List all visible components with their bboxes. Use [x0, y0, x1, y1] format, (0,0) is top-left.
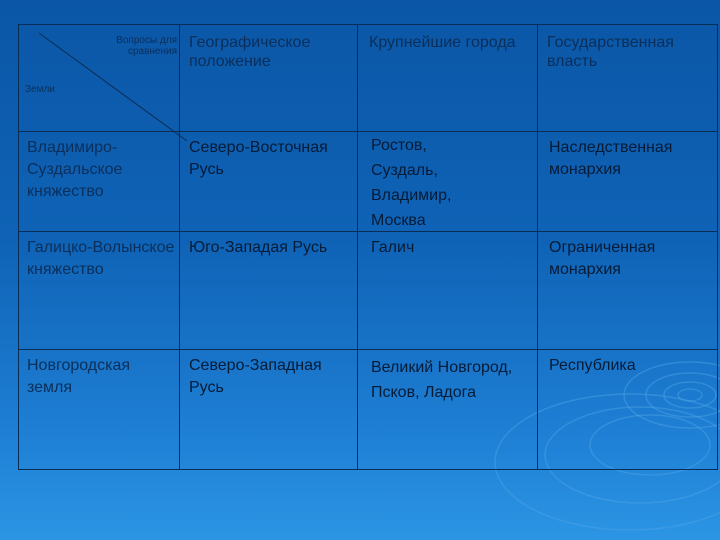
geo-northwest: Северо-Западная Русь	[189, 357, 322, 396]
cities-list	[371, 237, 531, 259]
city-item: Великий Новгород,	[371, 359, 513, 376]
row-divider	[19, 349, 717, 350]
land-galicia-volhynia: Галицко-Волынское княжество	[27, 239, 175, 278]
power-hereditary: Наследственная монархия	[549, 139, 673, 178]
cities-list	[371, 355, 541, 405]
power-republic: Республика	[549, 357, 636, 374]
geo-southwest: Юго-Западая Русь	[189, 239, 328, 256]
city-item: Ростов,	[371, 137, 427, 154]
city-item: Галич	[371, 239, 415, 256]
geo-northeast: Северо-Восточная Русь	[189, 139, 328, 178]
city-item: Псков, Ладога	[371, 384, 476, 401]
cities-list	[371, 133, 531, 233]
comparison-table	[18, 24, 718, 470]
power-limited: Ограниченная монархия	[549, 239, 656, 278]
land-novgorod: Новгородская земля	[27, 357, 131, 396]
city-item: Москва	[371, 212, 426, 229]
header-cities: Крупнейшие города	[369, 34, 516, 51]
header-geography: Географическое положение	[189, 34, 311, 70]
land-vladimir-suzdal: Владимиро-Суздальское княжество	[27, 139, 123, 200]
corner-label-lands: Земли	[25, 84, 55, 95]
city-item: Суздаль,	[371, 162, 438, 179]
row-divider	[19, 231, 717, 232]
column-divider	[357, 25, 358, 469]
corner-label-questions: Вопросы для сравнения	[116, 35, 177, 57]
header-power: Государственная власть	[547, 34, 674, 70]
city-item: Владимир,	[371, 187, 452, 204]
